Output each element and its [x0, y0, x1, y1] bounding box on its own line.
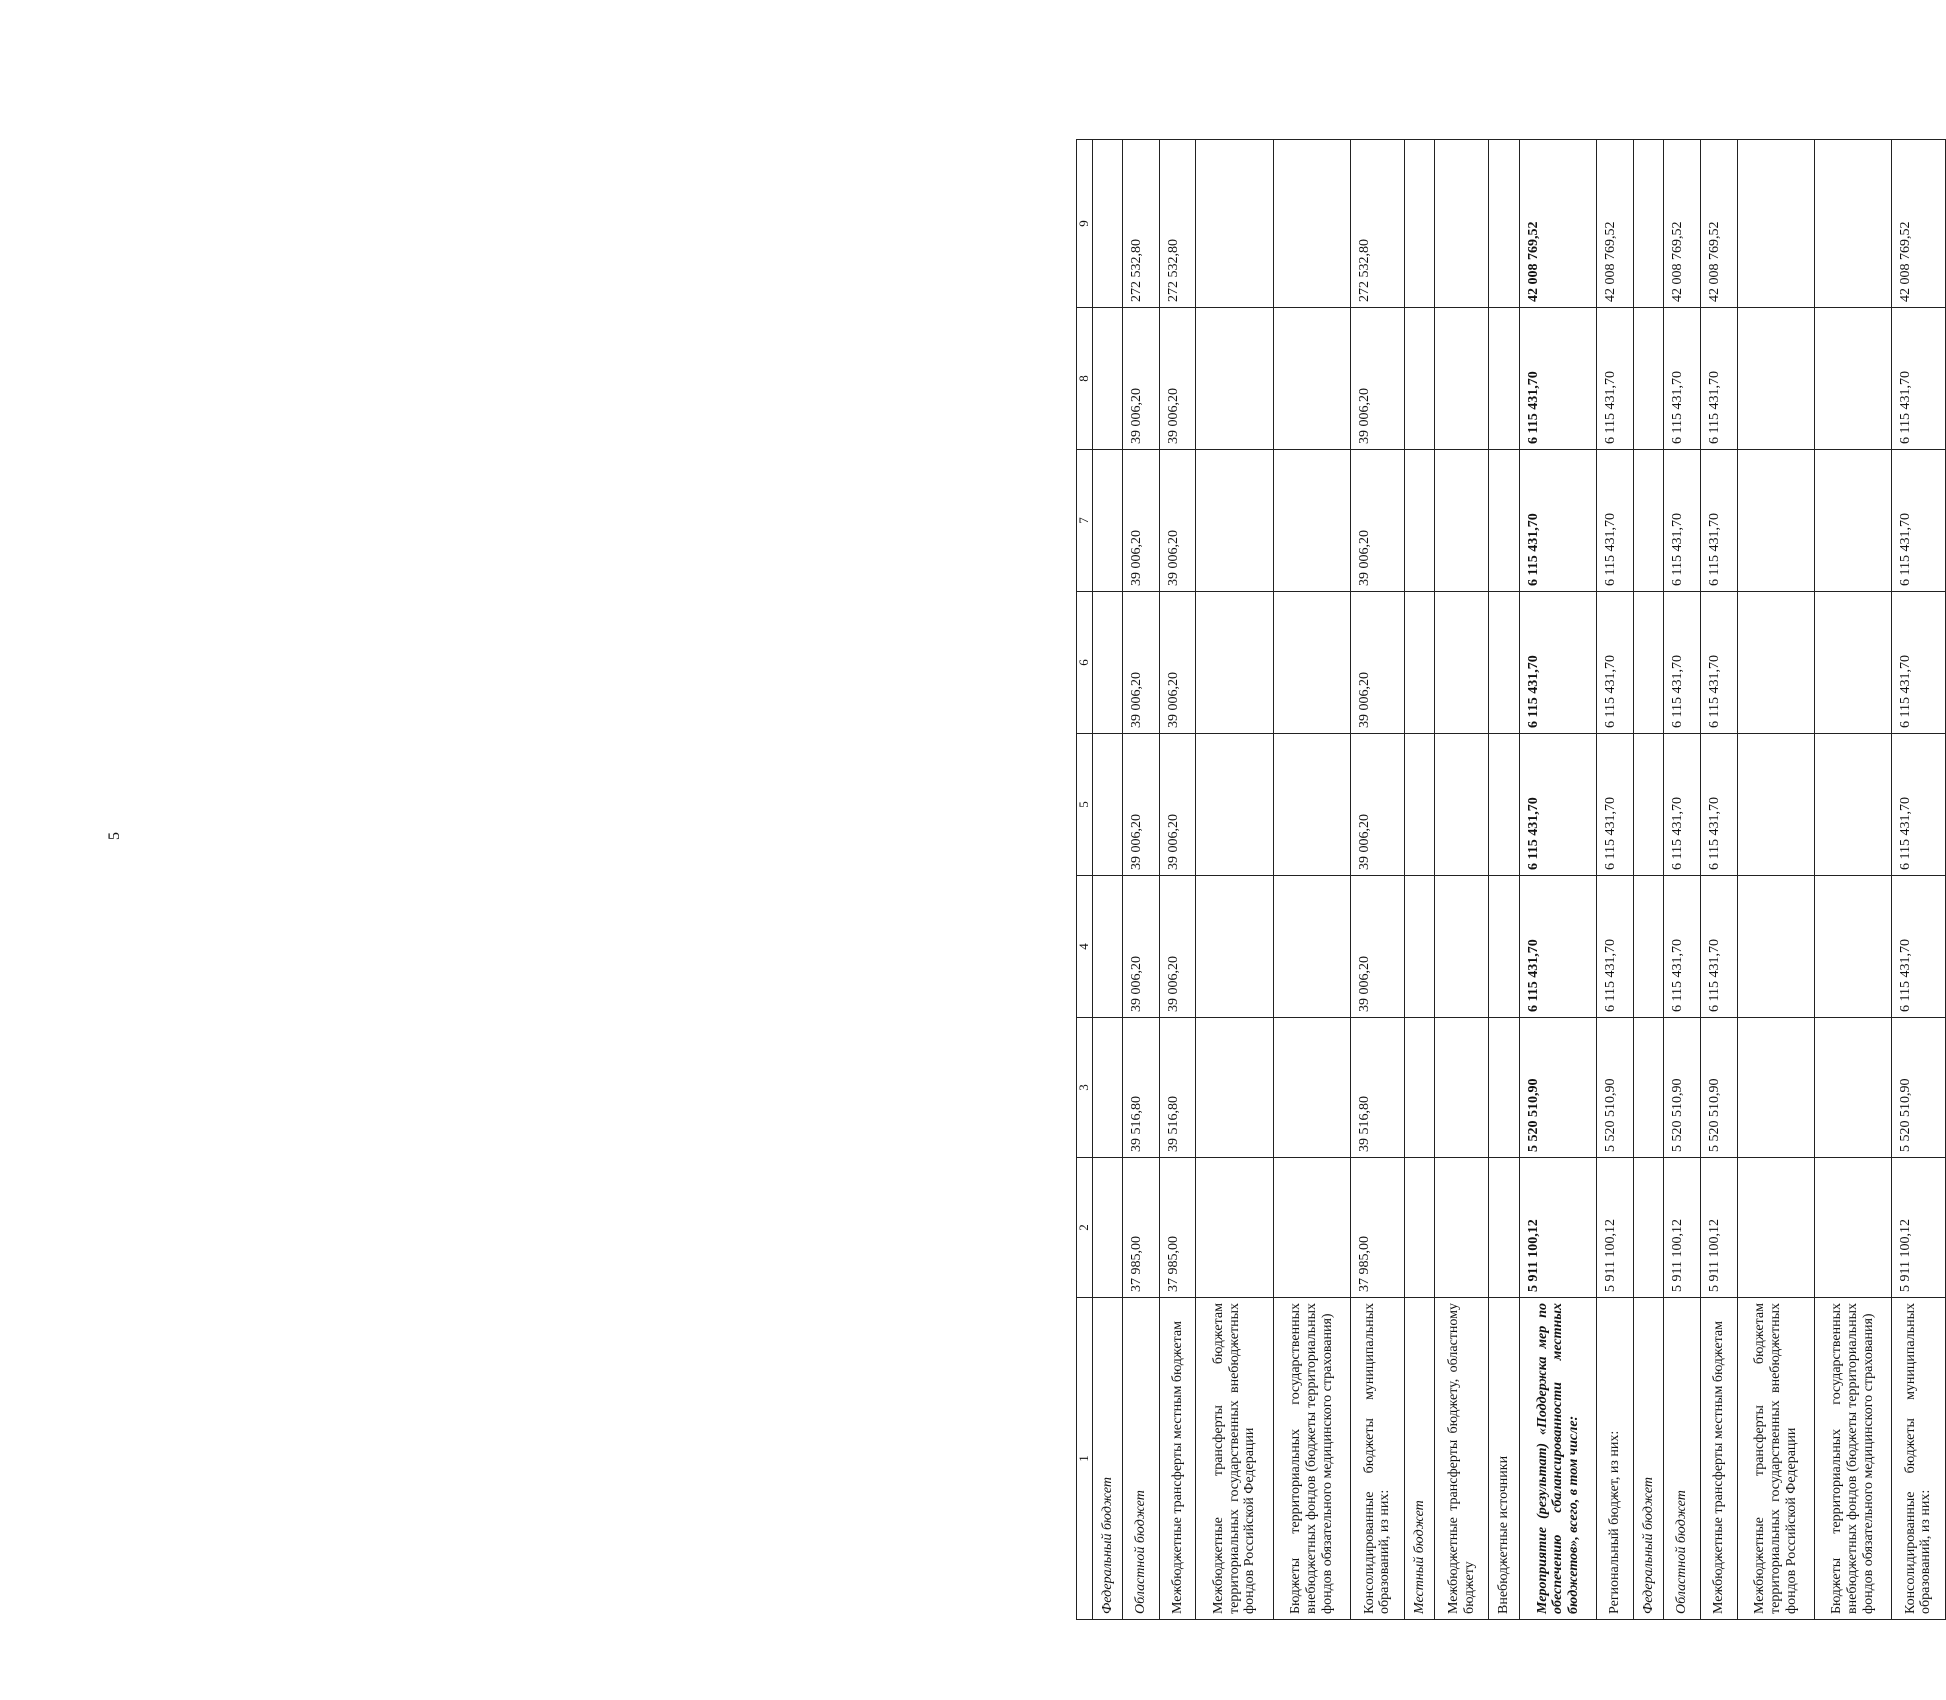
value-cell [1435, 450, 1489, 592]
value-cell [1404, 734, 1435, 876]
value-cell [1092, 592, 1123, 734]
value-cell [1404, 1018, 1435, 1158]
table-row [1664, 140, 1701, 1620]
value-cell [1814, 1018, 1891, 1158]
value-cell [1196, 1018, 1273, 1158]
value-cell: 6 115 431,70 [1597, 592, 1634, 734]
value-cell: 39 006,20 [1159, 592, 1196, 734]
value-cell: 6 115 431,70 [1664, 450, 1701, 592]
value-cell: 5 911 100,12 [1519, 1158, 1596, 1298]
value-cell: 39 006,20 [1350, 308, 1404, 450]
value-cell: 5 911 100,12 [1891, 1158, 1945, 1298]
table-header [1077, 140, 1093, 1620]
value-cell: 6 115 431,70 [1701, 734, 1738, 876]
row-label: Межбюджетные трансферты местным бюджетам [1159, 1298, 1196, 1620]
row-label: Консолидированные бюджеты муниципальных образований, из них: [1891, 1298, 1945, 1620]
row-label: Межбюджетные трансферты местным бюджетам [1701, 1298, 1738, 1620]
value-cell: 5 520 510,90 [1519, 1018, 1596, 1158]
value-cell [1489, 592, 1520, 734]
table-row [1273, 140, 1350, 1620]
value-cell [1633, 450, 1664, 592]
value-cell [1737, 450, 1814, 592]
value-cell [1633, 140, 1664, 308]
value-cell: 39 006,20 [1159, 734, 1196, 876]
value-cell [1633, 592, 1664, 734]
table-row [1701, 140, 1738, 1620]
value-cell: 6 115 431,70 [1891, 450, 1945, 592]
value-cell [1273, 450, 1350, 592]
rotated-table-wrapper [1076, 140, 1946, 1620]
row-label: Межбюджетные трансферты бюджету, областному бюджету [1435, 1298, 1489, 1620]
value-cell [1489, 1158, 1520, 1298]
value-cell: 6 115 431,70 [1701, 450, 1738, 592]
value-cell: 42 008 769,52 [1597, 140, 1634, 308]
value-cell [1435, 592, 1489, 734]
value-cell: 6 115 431,70 [1597, 450, 1634, 592]
value-cell [1814, 734, 1891, 876]
value-cell [1633, 734, 1664, 876]
value-cell [1489, 734, 1520, 876]
value-cell [1737, 1158, 1814, 1298]
value-cell [1633, 1158, 1664, 1298]
value-cell: 6 115 431,70 [1891, 592, 1945, 734]
value-cell: 5 911 100,12 [1664, 1158, 1701, 1298]
page-number: 5 [106, 832, 123, 840]
table-row [1404, 140, 1435, 1620]
value-cell: 6 115 431,70 [1664, 308, 1701, 450]
table-row [1489, 140, 1520, 1620]
value-cell [1489, 308, 1520, 450]
row-label: Бюджеты территориальных государственных внебюджетных фондов (бюджеты территориальных фондов обязательного медицинского страхования) [1814, 1298, 1891, 1620]
value-cell: 42 008 769,52 [1664, 140, 1701, 308]
value-cell [1435, 734, 1489, 876]
value-cell: 5 520 510,90 [1664, 1018, 1701, 1158]
value-cell [1092, 308, 1123, 450]
value-cell [1435, 1018, 1489, 1158]
value-cell [1633, 308, 1664, 450]
value-cell: 272 532,80 [1123, 140, 1160, 308]
header-row [1077, 140, 1093, 1620]
value-cell: 39 006,20 [1123, 450, 1160, 592]
value-cell [1737, 876, 1814, 1018]
value-cell: 6 115 431,70 [1519, 592, 1596, 734]
value-cell [1092, 1158, 1123, 1298]
table-row [1519, 140, 1596, 1620]
value-cell [1814, 876, 1891, 1018]
row-label: Межбюджетные трансферты бюджетам территориальных государственных внебюджетных фондов Российской Федерации [1737, 1298, 1814, 1620]
value-cell [1092, 876, 1123, 1018]
value-cell [1273, 592, 1350, 734]
value-cell: 6 115 431,70 [1891, 734, 1945, 876]
table-row [1737, 140, 1814, 1620]
value-cell [1273, 734, 1350, 876]
value-cell [1196, 592, 1273, 734]
value-cell [1404, 592, 1435, 734]
value-cell [1273, 140, 1350, 308]
value-cell: 6 115 431,70 [1519, 876, 1596, 1018]
table-row [1633, 140, 1664, 1620]
column-header-5: 5 [1077, 734, 1093, 876]
row-label: Межбюджетные трансферты бюджетам территориальных государственных внебюджетных фондов Российской Федерации [1196, 1298, 1273, 1620]
column-header-6: 6 [1077, 592, 1093, 734]
value-cell [1737, 734, 1814, 876]
value-cell: 5 911 100,12 [1701, 1158, 1738, 1298]
value-cell: 39 006,20 [1350, 592, 1404, 734]
table-row [1159, 140, 1196, 1620]
value-cell: 39 006,20 [1123, 876, 1160, 1018]
value-cell: 6 115 431,70 [1701, 308, 1738, 450]
table-row [1196, 140, 1273, 1620]
value-cell [1814, 1158, 1891, 1298]
value-cell [1814, 140, 1891, 308]
row-label: Консолидированные бюджеты муниципальных образований, из них: [1350, 1298, 1404, 1620]
value-cell [1196, 308, 1273, 450]
value-cell: 39 006,20 [1123, 734, 1160, 876]
value-cell: 39 006,20 [1123, 308, 1160, 450]
value-cell [1633, 876, 1664, 1018]
value-cell: 39 006,20 [1159, 876, 1196, 1018]
value-cell [1404, 1158, 1435, 1298]
row-label: Внебюджетные источники [1489, 1298, 1520, 1620]
value-cell: 6 115 431,70 [1891, 876, 1945, 1018]
value-cell: 42 008 769,52 [1891, 140, 1945, 308]
value-cell [1489, 1018, 1520, 1158]
row-label: Мероприятие (результат) «Поддержка мер по обеспечению сбалансированности местных бюджетов», всего, в том числе: [1519, 1298, 1596, 1620]
value-cell: 6 115 431,70 [1664, 592, 1701, 734]
value-cell [1273, 876, 1350, 1018]
value-cell [1489, 450, 1520, 592]
value-cell: 6 115 431,70 [1701, 876, 1738, 1018]
value-cell: 37 985,00 [1350, 1158, 1404, 1298]
table-body [1092, 140, 1945, 1620]
value-cell: 42 008 769,52 [1701, 140, 1738, 308]
value-cell [1092, 1018, 1123, 1158]
value-cell [1633, 1018, 1664, 1158]
value-cell [1435, 1158, 1489, 1298]
column-header-7: 7 [1077, 450, 1093, 592]
value-cell [1489, 876, 1520, 1018]
value-cell [1092, 450, 1123, 592]
value-cell: 6 115 431,70 [1519, 308, 1596, 450]
table-row [1814, 140, 1891, 1620]
value-cell [1092, 140, 1123, 308]
table-row [1597, 140, 1634, 1620]
table-row [1123, 140, 1160, 1620]
value-cell: 6 115 431,70 [1701, 592, 1738, 734]
value-cell: 39 516,80 [1350, 1018, 1404, 1158]
row-label: Федеральный бюджет [1633, 1298, 1664, 1620]
table-row [1891, 140, 1945, 1620]
value-cell: 39 006,20 [1350, 734, 1404, 876]
value-cell: 5 911 100,12 [1597, 1158, 1634, 1298]
table-row [1350, 140, 1404, 1620]
value-cell [1196, 140, 1273, 308]
value-cell [1435, 876, 1489, 1018]
row-label: Областной бюджет [1664, 1298, 1701, 1620]
value-cell [1273, 1158, 1350, 1298]
value-cell [1404, 876, 1435, 1018]
value-cell [1737, 140, 1814, 308]
value-cell: 6 115 431,70 [1664, 734, 1701, 876]
row-label: Бюджеты территориальных государственных внебюджетных фондов (бюджеты территориальных фондов обязательного медицинского страхования) [1273, 1298, 1350, 1620]
value-cell: 272 532,80 [1159, 140, 1196, 308]
column-header-3: 3 [1077, 1018, 1093, 1158]
value-cell: 6 115 431,70 [1664, 876, 1701, 1018]
column-header-4: 4 [1077, 876, 1093, 1018]
value-cell: 39 516,80 [1123, 1018, 1160, 1158]
row-label: Местный бюджет [1404, 1298, 1435, 1620]
value-cell [1196, 450, 1273, 592]
value-cell: 6 115 431,70 [1519, 450, 1596, 592]
value-cell [1404, 140, 1435, 308]
value-cell: 39 006,20 [1123, 592, 1160, 734]
value-cell: 5 520 510,90 [1701, 1018, 1738, 1158]
value-cell: 39 006,20 [1159, 308, 1196, 450]
table-row [1092, 140, 1123, 1620]
value-cell [1196, 876, 1273, 1018]
value-cell [1273, 308, 1350, 450]
value-cell [1404, 308, 1435, 450]
value-cell: 6 115 431,70 [1597, 308, 1634, 450]
value-cell [1435, 140, 1489, 308]
value-cell: 5 520 510,90 [1891, 1018, 1945, 1158]
value-cell: 6 115 431,70 [1519, 734, 1596, 876]
value-cell [1737, 1018, 1814, 1158]
value-cell: 6 115 431,70 [1891, 308, 1945, 450]
column-header-8: 8 [1077, 308, 1093, 450]
row-label: Региональный бюджет, из них: [1597, 1298, 1634, 1620]
value-cell [1737, 308, 1814, 450]
column-header-1: 1 [1077, 1298, 1093, 1620]
value-cell [1435, 308, 1489, 450]
value-cell [1814, 308, 1891, 450]
value-cell: 37 985,00 [1123, 1158, 1160, 1298]
value-cell [1196, 1158, 1273, 1298]
value-cell: 272 532,80 [1350, 140, 1404, 308]
budget-table [1076, 139, 1946, 1620]
value-cell [1814, 450, 1891, 592]
value-cell [1273, 1018, 1350, 1158]
column-header-2: 2 [1077, 1158, 1093, 1298]
row-label: Областной бюджет [1123, 1298, 1160, 1620]
value-cell: 39 006,20 [1350, 450, 1404, 592]
value-cell [1737, 592, 1814, 734]
value-cell [1196, 734, 1273, 876]
value-cell [1092, 734, 1123, 876]
value-cell: 39 006,20 [1159, 450, 1196, 592]
value-cell: 5 520 510,90 [1597, 1018, 1634, 1158]
value-cell: 39 006,20 [1350, 876, 1404, 1018]
column-header-9: 9 [1077, 140, 1093, 308]
value-cell [1404, 450, 1435, 592]
value-cell: 6 115 431,70 [1597, 734, 1634, 876]
value-cell [1814, 592, 1891, 734]
value-cell: 39 516,80 [1159, 1018, 1196, 1158]
value-cell: 6 115 431,70 [1597, 876, 1634, 1018]
value-cell [1489, 140, 1520, 308]
value-cell: 42 008 769,52 [1519, 140, 1596, 308]
row-label: Федеральный бюджет [1092, 1298, 1123, 1620]
table-row [1435, 140, 1489, 1620]
value-cell: 37 985,00 [1159, 1158, 1196, 1298]
